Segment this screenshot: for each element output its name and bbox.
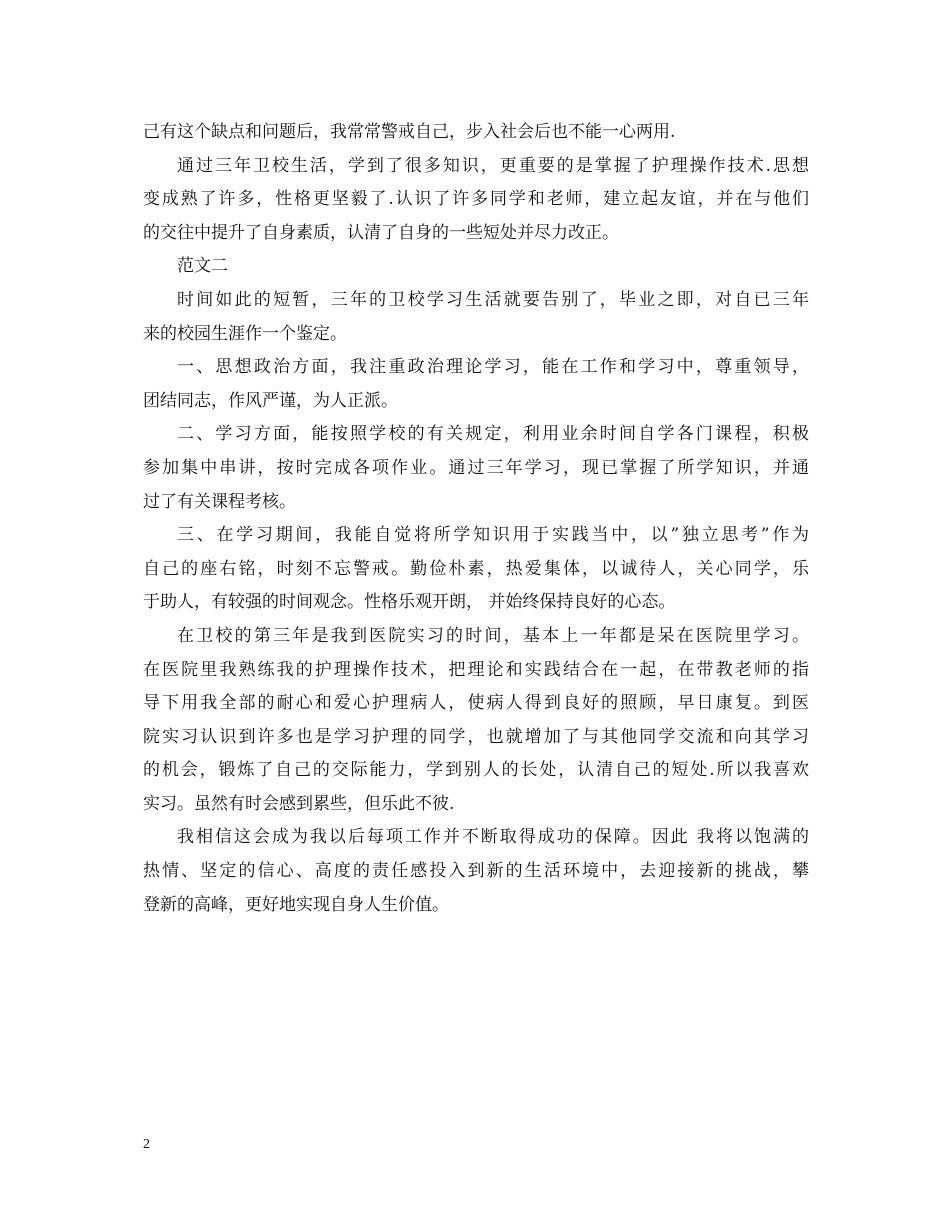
- text-line: 团结同志，作风严谨，为人正派。: [143, 390, 398, 411]
- text-line: 在卫校的第三年是我到医院实习的时间，基本上一年都是呆在医院里学习。: [177, 625, 809, 646]
- text-line: 导下用我全部的耐心和爱心护理病人，使病人得到良好的照顾，早日康复。到医: [143, 693, 809, 714]
- text-line: 在医院里我熟练我的护理操作技术，把理论和实践结合在一起，在带教老师的指: [143, 659, 809, 680]
- text-line: 热情、坚定的信心、高度的责任感投入到新的生活环境中，去迎接新的挑战，攀: [143, 861, 809, 882]
- text-line: 变成熟了许多，性格更坚毅了.认识了许多同学和老师，建立起友谊，并在与他们: [143, 189, 809, 210]
- text-line: 通过三年卫校生活，学到了很多知识，更重要的是掌握了护理操作技术.思想: [177, 155, 809, 176]
- text-line: 院实习认识到许多也是学习护理的同学，也就增加了与其他同学交流和向其学习: [143, 726, 809, 747]
- text-line: 一、思想政治方面，我注重政治理论学习，能在工作和学习中，尊重领导，: [177, 357, 809, 378]
- document-body: [143, 116, 809, 922]
- text-line: 登新的高峰，更好地实现自身人生价值。: [143, 894, 449, 915]
- text-line: 过了有关课程考核。: [143, 491, 296, 512]
- text-line: 于助人，有较强的时间观念。性格乐观开朗， 并始终保持良好的心态。: [143, 592, 676, 613]
- text-line: 三、在学习期间，我能自觉将所学知识用于实践当中，以”独立思考”作为: [177, 525, 809, 546]
- text-line: 时间如此的短暂，三年的卫校学习生活就要告别了，毕业之即，对自已三年: [177, 289, 809, 310]
- text-line: 我相信这会成为我以后每项工作并不断取得成功的保障。因此 我将以饱满的: [177, 827, 809, 848]
- text-line: 的交往中提升了自身素质，认清了自身的一些短处并尽力改正。: [143, 222, 619, 243]
- text-line: 自己的座右铭，时刻不忘警戒。勤俭朴素，热爱集体，以诚待人，关心同学，乐: [143, 558, 809, 579]
- text-line: 的机会，锻炼了自己的交际能力，学到别人的长处，认清自己的短处.所以我喜欢: [143, 760, 809, 781]
- text-line: 二、学习方面，能按照学校的有关规定，利用业余时间自学各门课程，积极: [177, 424, 809, 445]
- text-line: 范文二: [177, 256, 228, 277]
- page-number: 2: [143, 1137, 150, 1152]
- text-line: 来的校园生涯作一个鉴定。: [143, 323, 347, 344]
- text-line: 实习。虽然有时会感到累些，但乐此不彼.: [143, 793, 455, 814]
- text-line: 己有这个缺点和问题后，我常常警戒自己，步入社会后也不能一心两用.: [143, 122, 676, 142]
- text-line: 参加集中串讲，按时完成各项作业。通过三年学习，现已掌握了所学知识，并通: [143, 457, 809, 478]
